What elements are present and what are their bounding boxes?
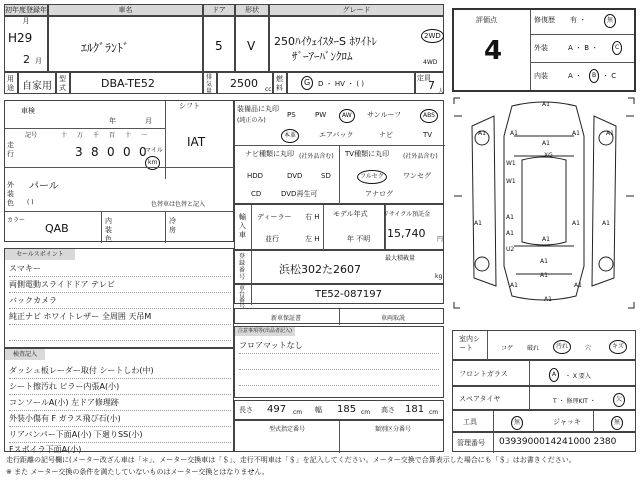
damage-mark: A1 [478, 130, 486, 137]
spare-label: スペアタイヤ [459, 395, 501, 403]
height-value: 181 [405, 404, 425, 415]
damage-mark: A1 [506, 214, 514, 221]
left-info-block [4, 100, 234, 242]
damage-mark: A1 [510, 282, 518, 289]
first-reg-month: 2 [23, 53, 30, 66]
equip-abs-circled: ABS [420, 109, 438, 123]
sales-line: 純正ナビ ホワイトレザー 全周囲 天吊M [9, 309, 231, 325]
damage-mark: XG [544, 152, 553, 159]
damage-mark: A1 [510, 130, 518, 137]
navi-hdd: HDD [247, 172, 264, 180]
exterior-color-value: パール [29, 181, 59, 192]
door-value: 5 [215, 39, 223, 53]
model-cert-label: 型式指定番号 [269, 426, 306, 433]
import-label: 輸入車 [239, 213, 246, 239]
damage-mark: U2 [506, 246, 515, 253]
length-value: 497 [267, 404, 287, 415]
car-name: ｴﾙｸﾞﾗﾝﾄﾞ [81, 41, 130, 55]
recycle-block [384, 204, 444, 250]
damage-mark: A1 [574, 282, 582, 289]
glass-a-circled: A [549, 368, 559, 382]
model-year-value: 年 不明 [347, 235, 371, 243]
fuel-label: 燃料 [276, 75, 283, 92]
reg-value: 浜松302た2607 [279, 263, 361, 276]
chassis-label: 車台番号 [239, 285, 246, 310]
capacity-label: 定員 [417, 74, 431, 82]
score-value: 4 [484, 36, 503, 66]
damage-mark: A1 [602, 220, 610, 227]
km-circled: km [145, 156, 160, 170]
damage-mark: A1 [474, 220, 482, 227]
capacity-unit: 人 [438, 88, 445, 95]
glass-rest: ・ X 要入 [565, 373, 591, 380]
seat-opt: 破れ [527, 345, 540, 352]
fuel-others: D ・ HV ・ ( ) [318, 80, 365, 88]
note-line: 外装小傷有 F ガラス飛び石(小) [9, 411, 231, 427]
sales-line [9, 325, 231, 341]
shape-cell [235, 16, 269, 72]
note-line: リアバンパー下面A(小) 下廻りSS(小) [9, 427, 231, 443]
digit-hdr: 十 [61, 132, 68, 139]
displacement-value: 2500 [230, 77, 258, 90]
inspection-notes-block [4, 348, 234, 452]
equip-aw-circled: AW [339, 109, 355, 123]
doc-new-warranty: 新車保証書 [271, 315, 302, 322]
damage-mark: A1 [606, 130, 614, 137]
footer-line1: 走行距離の記号欄に(メーター改ざん車は「＊」、メーター交換車は「＄」、走行不明車は「＄」を記入してください。メーター交換で合算表示した場合にも「＄」はお書きください。 [6, 456, 576, 464]
damage-mark: A1 [572, 130, 580, 137]
use-label-cell [4, 72, 18, 94]
tools-label: 工具 [463, 418, 477, 426]
digit-hdr: 千 [93, 132, 100, 139]
seat-scratch-circled: キズ [609, 340, 627, 354]
spare-options: T ・ 修理KIT ・ [553, 398, 596, 405]
mileage-digit: 0 [107, 145, 115, 159]
navi-cd: CD [251, 190, 262, 198]
year-label: 年 [109, 117, 116, 125]
type-value: DBA-TE52 [101, 77, 155, 90]
max-load-label: 最大積載量 [385, 255, 416, 262]
cc-unit: cc [265, 86, 272, 93]
interior-label: 内装 [534, 72, 548, 80]
fuel-g: G [301, 76, 313, 90]
paren: ( ) [27, 199, 34, 206]
exterior-label: 外装 [534, 44, 548, 52]
tv-sub: (社外品含む) [403, 153, 438, 160]
capacity-cell [415, 72, 444, 94]
recycle-yen: 円 [437, 236, 444, 243]
notes-block [234, 326, 444, 398]
import-dealer: ディーラー [257, 213, 292, 221]
height-label: 高さ [381, 406, 395, 414]
shape-label: 形状 [235, 4, 269, 16]
cert-block [234, 420, 444, 452]
repair-label: 修復歴 [534, 16, 555, 24]
shape-value: V [247, 39, 256, 53]
height-unit: cm [429, 409, 439, 416]
equip-sunroof: サンルーフ [367, 111, 402, 119]
equip-ps: PS [287, 111, 296, 119]
mileage-label: 走行 [7, 141, 14, 158]
docs-block [234, 308, 444, 324]
footer-line3: ※ また メーター交換の条件を満たしていないものはメーター交換とはなりません。 [6, 468, 269, 476]
equip-navi: ナビ [379, 131, 393, 139]
equipment-title: 装備品に丸印 [237, 105, 279, 113]
digit-hdr: 万 [77, 132, 84, 139]
color-change-label: 色替車は色替と記入 [151, 201, 206, 208]
navi-sd: SD [321, 172, 331, 180]
damage-mark: A1 [572, 220, 580, 227]
type-label: 型式 [59, 75, 66, 92]
sales-line: バックカメラ [9, 293, 231, 309]
mileage-digit: 0 [123, 145, 131, 159]
capacity-value: 7 [428, 79, 435, 92]
damage-mark: A1 [540, 258, 548, 265]
exterior-options: A ・ B ・ [568, 44, 599, 52]
jack-label: ジャッキ [553, 418, 581, 426]
navi-dvd: DVD [287, 172, 303, 180]
spare-missing-circled: 欠 [613, 393, 625, 407]
mileage-digit: 3 [75, 145, 83, 159]
interior-b-circled: B [589, 69, 599, 83]
month-label: 月 [145, 117, 152, 125]
import-left: 左 H [305, 235, 320, 243]
navi-dvd-play: DVD再生可 [281, 190, 318, 198]
mile-label: マイル [145, 147, 163, 154]
equip-pw: PW [315, 111, 327, 119]
interior-color-label: 内装色 [105, 217, 112, 243]
repair-options: 有 ・ [570, 16, 587, 24]
interior-options-a: A ・ [568, 72, 583, 80]
use-value: 自家用 [22, 81, 52, 92]
tv-title: TV種類に丸印 [345, 150, 390, 158]
first-reg-year: H29 [8, 31, 33, 45]
damage-diagram [452, 96, 636, 316]
chassis-value: TE52-087197 [315, 289, 382, 300]
equip-tv: TV [423, 131, 433, 139]
car-outline-icon [452, 96, 636, 316]
recycle-label: リサイクル預託金 [383, 211, 431, 218]
door-cell [203, 16, 235, 72]
color-code-label: カラー [7, 217, 26, 224]
grade-cell [269, 16, 444, 72]
interior-options-b: ・ C [602, 72, 617, 80]
color-code-value: QAB [45, 222, 69, 235]
digit-hdr: 一 [141, 132, 148, 139]
name-label: 車名 [48, 4, 203, 16]
tv-fullseg-circled: フルセグ [357, 170, 387, 184]
equipment-subtitle: (純正のみ) [237, 117, 266, 124]
damage-mark: A1 [506, 230, 514, 237]
fuel-cell [287, 72, 415, 94]
note-line: Fスポイラ下面A(小) [9, 445, 82, 454]
use-label: 用途 [7, 75, 14, 92]
damage-mark: A1 [542, 101, 550, 108]
inspection-label: 車検 [21, 107, 35, 115]
import-parallel: 並行 [265, 235, 279, 243]
seat-row [452, 330, 636, 360]
seat-label: 室内シート [459, 335, 480, 352]
manage-label: 管理番号 [457, 439, 485, 447]
first-reg-cell [4, 16, 48, 72]
length-unit: cm [293, 409, 303, 416]
sales-point-label: セールスポイント [5, 249, 75, 260]
sales-line: スマキー [9, 261, 231, 277]
first-reg-label: 初年度登録年月 [5, 6, 47, 25]
drive-4wd: 4WD [423, 59, 438, 66]
import-right: 右 H [305, 213, 320, 221]
manage-value: 0393900014241000 2380 [499, 437, 617, 447]
digit-hdr: 記号 [25, 132, 38, 139]
glass-row [452, 360, 636, 386]
shift-value: IAT [187, 135, 206, 149]
chassis-block [234, 284, 444, 310]
model-year-label: モデル年式 [333, 210, 368, 218]
grade-line1: 250ﾊｲｳｪｲｽﾀｰS ﾎﾜｲﾄﾚ [274, 35, 377, 48]
doc-manual: 車両取説 [381, 315, 406, 322]
tools-none-circled: 無 [511, 416, 523, 430]
equip-leather-circled: 本革 [281, 129, 299, 143]
grade-line2: ｻﾞｰｱｰﾊﾞﾝｸﾛﾑ [292, 50, 353, 63]
drive-2wd: 2WD [421, 29, 444, 43]
equipment-block [234, 100, 444, 204]
dims-block [234, 400, 444, 420]
seat-opt: コゲ [501, 345, 514, 352]
inspection-notes-lines [9, 363, 231, 457]
disp-cell [217, 72, 273, 94]
navi-sub: (社外品含む) [299, 153, 334, 160]
mileage-digit: 0 [139, 145, 147, 159]
evaluation-box [452, 8, 636, 92]
digit-hdr: 百 [109, 132, 116, 139]
name-cell [48, 16, 203, 72]
note-line: コンソールA(小) 左ドア修理跡 [9, 395, 231, 411]
grade-label: グレード [269, 4, 444, 16]
note-line: シート擦汚れ ピラー内張A(小) [9, 379, 231, 395]
sales-point-block [4, 248, 234, 348]
length-label: 長さ [239, 406, 253, 414]
tv-oneseg: ワンセグ [403, 172, 431, 180]
damage-mark: A1 [544, 296, 552, 303]
sales-line: 両側電動スライドドア テレビ [9, 277, 231, 293]
tv-analog: アナログ [365, 190, 393, 198]
fuel-label-cell [273, 72, 287, 94]
spare-row [452, 386, 636, 410]
month-suffix: 月 [35, 57, 42, 65]
door-label: ドア [203, 4, 235, 16]
disp-label-cell [203, 72, 217, 94]
auction-sheet [4, 4, 636, 452]
damage-mark: W1 [506, 178, 516, 185]
seat-opt: 穴 [585, 345, 592, 352]
sales-point-lines [9, 261, 231, 341]
navi-title: ナビ種類に丸印 [245, 150, 294, 158]
repair-none-circled: 無 [604, 14, 616, 28]
tools-row [452, 410, 636, 432]
reg-label: 登録番号 [239, 253, 246, 281]
width-label: 幅 [315, 406, 322, 414]
exterior-c-circled: C [612, 41, 622, 55]
seat-dirt-circled: 汚れ [553, 340, 571, 354]
manage-row [452, 432, 636, 452]
notes-label: 注意事項等(出品者記入) [235, 327, 295, 336]
damage-mark: W1 [506, 160, 516, 167]
reg-block [234, 250, 444, 284]
type-cell [70, 72, 203, 94]
equip-airbag: エアバック [319, 131, 354, 139]
exterior-color-label: 外装色 [7, 181, 14, 207]
jack-none-circled: 無 [611, 416, 623, 430]
type-label-cell [56, 72, 70, 94]
damage-mark: A1 [540, 272, 548, 279]
use-cell [18, 72, 56, 94]
digit-hdr: 十 [125, 132, 132, 139]
note-line: ダッシュ板レーダー取付 シートしわ(中) [9, 363, 231, 379]
width-unit: cm [361, 409, 371, 416]
notes-line: フロアマットなし [239, 339, 439, 354]
inspection-notes-label: 検査記入 [5, 349, 45, 360]
recycle-value: 15,740 [387, 227, 426, 240]
class-label: 類別区分番号 [375, 426, 412, 433]
width-value: 185 [337, 404, 357, 415]
kg-unit: kg [435, 273, 443, 280]
damage-mark: A1 [542, 140, 550, 147]
displacement-label: 排気量 [206, 74, 213, 95]
cooling-label: 冷房 [169, 217, 176, 234]
glass-label: フロントガラス [459, 370, 508, 378]
shift-label: シフト [179, 102, 200, 110]
damage-mark: A1 [542, 236, 550, 243]
score-label: 評価点 [476, 16, 497, 24]
mileage-digit: 8 [91, 145, 99, 159]
